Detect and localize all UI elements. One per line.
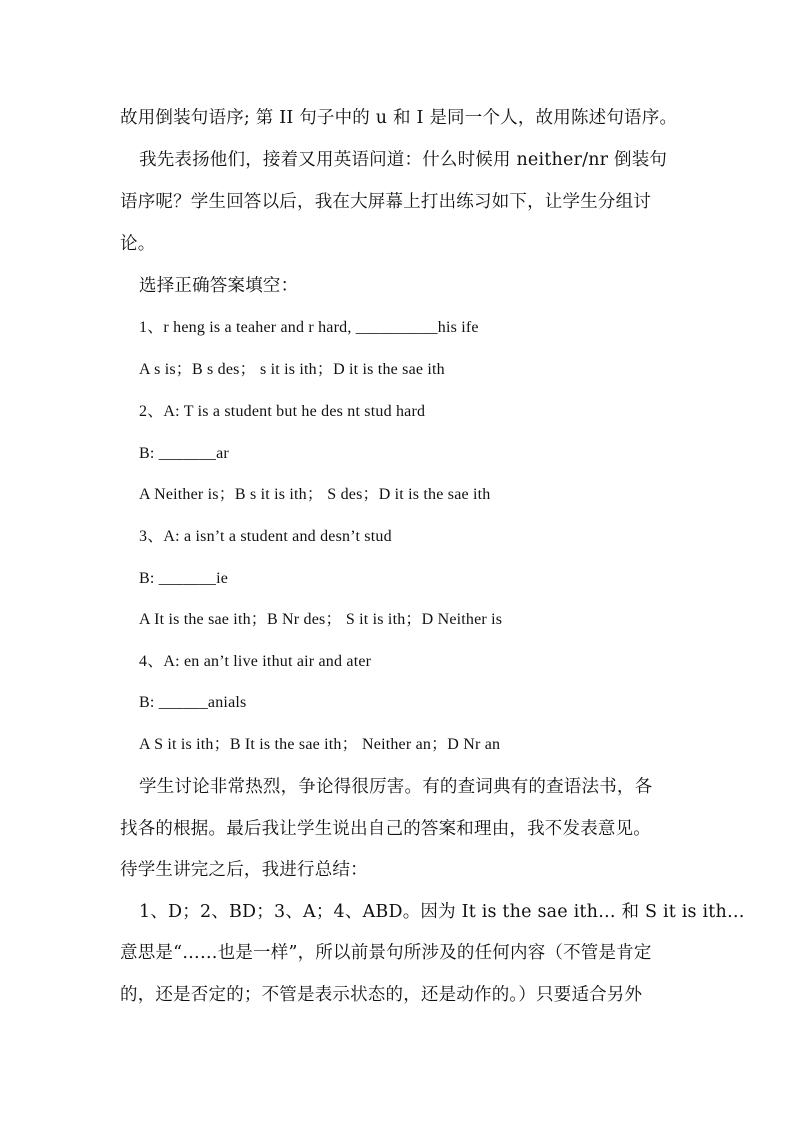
question-1: 1、r heng is a teaher and r hard, __________his ife	[139, 319, 479, 336]
question-4-options: A S it is ith；B It is the sae ith； Neither an；D Nr an	[139, 736, 501, 753]
question-2-options: A Neither is；B s it is ith； S des；D it is the sae ith	[139, 486, 491, 503]
question-4-blank: B: ______anials	[139, 694, 247, 711]
question-4: 4、A: en an’t live ithut air and ater	[139, 653, 372, 670]
question-2: 2、A: T is a student but he des nt stud hard	[139, 403, 426, 420]
question-2-blank: B: _______ar	[139, 445, 229, 462]
answer-summary: 1、D；2、BD；3、A；4、ABD。因为 It is the sae ith… 和 S it is ith…	[139, 902, 745, 922]
question-3: 3、A: a isn’t a student and desn’t stud	[139, 528, 392, 545]
paragraph-line-7: 待学生讲完之后，我进行总结：	[120, 860, 368, 880]
question-3-options: A It is the sae ith；B Nr des； S it is ith；D Neither is	[139, 611, 503, 628]
paragraph-line-4: 论。	[120, 234, 156, 254]
exercise-heading: 选择正确答案填空：	[139, 276, 299, 296]
paragraph-line-5: 学生讨论非常热烈，争论得很厉害。有的查词典有的查语法书，各	[139, 777, 653, 797]
question-1-options: A s is；B s des； s it is ith；D it is the sae ith	[139, 361, 445, 378]
paragraph-line-6: 找各的根据。最后我让学生说出自己的答案和理由，我不发表意见。	[120, 819, 651, 839]
paragraph-line-9: 的，还是否定的；不管是表示状态的，还是动作的。）只要适合另外	[120, 985, 643, 1005]
paragraph-line-8: 意思是“……也是一样”，所以前景句所涉及的任何内容（不管是肯定	[120, 943, 652, 963]
paragraph-line-1: 故用倒装句语序; 第 II 句子中的 u 和 I 是同一个人，故用陈述句语序。	[120, 108, 678, 128]
question-3-blank: B: _______ie	[139, 570, 229, 587]
paragraph-line-3: 语序呢？学生回答以后，我在大屏幕上打出练习如下，让学生分组讨	[120, 192, 651, 212]
paragraph-line-2: 我先表扬他们，接着又用英语问道：什么时候用 neither/nr 倒装句	[139, 150, 668, 170]
